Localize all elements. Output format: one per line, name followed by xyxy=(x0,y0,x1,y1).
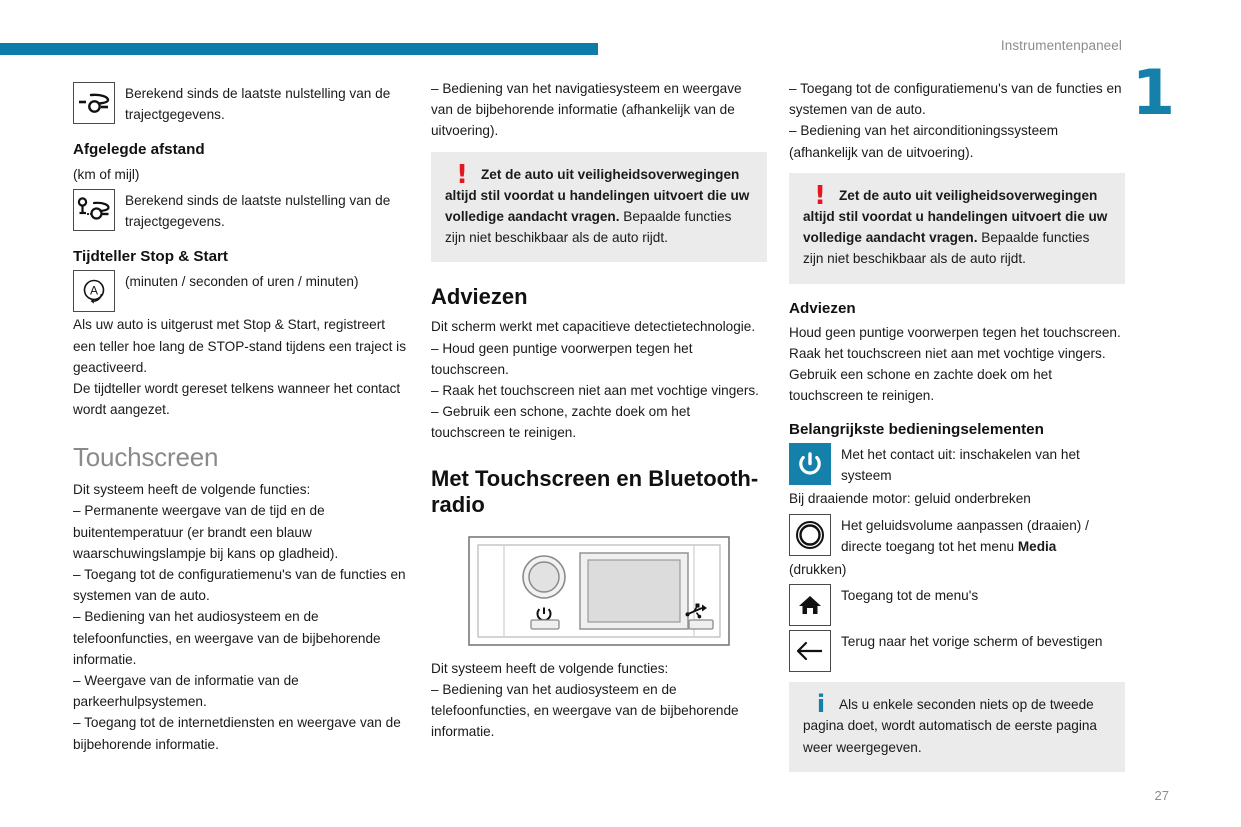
control-text-volume-media: Media xyxy=(1017,538,1057,554)
heading-belangrijkste-bedieningselementen: Belangrijkste bedieningselementen xyxy=(789,420,1044,438)
touchscreen-bullet-5: – Toegang tot de internetdiensten en weergave van de bijbehorende informatie. xyxy=(73,715,401,752)
unit-note: (km of mijl) xyxy=(73,166,140,182)
volume-knob-icon xyxy=(789,514,831,556)
middle-bullet-nav: – Bediening van het navigatiesysteem en weergave van de bijbehorende informatie (afhankelijk van de uitvoering). xyxy=(431,81,742,139)
page-number: 27 xyxy=(1154,788,1169,803)
column-left xyxy=(73,78,409,755)
trip-distance-row xyxy=(73,82,409,125)
page-header-title: Instrumentenpaneel xyxy=(1000,38,1122,53)
adviezen-bullet-3-middle: – Gebruik een schone, zachte doek om het touchscreen te reinigen. xyxy=(431,404,691,441)
control-text-home: Toegang tot de menu's xyxy=(841,588,979,604)
trip-odometer-icon xyxy=(73,82,115,124)
middle-system-intro: Dit systeem heeft de volgende functies: xyxy=(431,660,669,676)
control-note-engine: Bij draaiende motor: geluid onderbreken xyxy=(789,491,1031,507)
touchscreen-intro: Dit systeem heeft de volgende functies: xyxy=(73,482,311,498)
adviezen-line-3-right: Gebruik een schone en zachte doek om het touchscreen te reinigen. xyxy=(789,367,1052,404)
adviezen-line-2-right: Raak het touchscreen niet aan met vochtige vingers. xyxy=(789,346,1106,362)
heading-touchscreen: Touchscreen xyxy=(73,441,219,472)
header-blue-rule xyxy=(0,43,598,55)
warning-callout-middle xyxy=(431,152,767,263)
control-text-back: Terug naar het vorige scherm of bevestigen xyxy=(841,634,1103,650)
middle-system-bullet-1: – Bediening van het audiosysteem en de telefoonfuncties, en weergave van de bijbehorende informatie. xyxy=(431,681,739,740)
touchscreen-bullet-1: – Permanente weergave van de tijd en de buitentemperatuur (er brandt een blauw waarschuwingslampje bij kans op gladheid). xyxy=(73,503,339,561)
adviezen-bullet-1-middle: – Houd geen puntige voorwerpen tegen het touchscreen. xyxy=(431,340,693,377)
touchscreen-bullet-4: – Weergave van de informatie van de parkeerhulpsystemen. xyxy=(73,672,299,710)
warning-bold-text-right: Zet de auto uit veiligheidsoverwegingen altijd stil voordat u handelingen uitvoert die uw volledige aandacht vragen. xyxy=(803,187,1108,246)
svg-text:A: A xyxy=(89,283,99,298)
heading-tijdteller: Tijdteller Stop & Start xyxy=(73,248,228,266)
warning-normal-text-right: Bepaalde functies zijn niet beschikbaar als de auto rijdt. xyxy=(803,230,1090,267)
power-icon xyxy=(789,443,831,485)
control-row-back xyxy=(789,630,1125,672)
column-right xyxy=(789,78,1125,772)
tijdteller-paragraph-2: De tijdteller wordt gereset telkens wanneer het contact wordt aangezet. xyxy=(73,381,401,418)
control-text-volume-before: Het geluidsvolume aanpassen (draaien) / directe toegang tot het menu xyxy=(841,517,1089,554)
warning-normal-text-middle: Bepaalde functies zijn niet beschikbaar als de auto rijdt. xyxy=(445,209,732,246)
adviezen-intro-middle: Dit scherm werkt met capacitieve detectietechnologie. xyxy=(431,319,756,335)
stop-start-a-icon xyxy=(73,270,115,312)
right-bullet-1: – Toegang tot de configuratiemenu's van de functies en systemen van de auto. xyxy=(789,81,1122,118)
right-bullet-2: – Bediening van het airconditioningssysteem (afhankelijk van de uitvoering). xyxy=(789,123,1059,160)
control-text-volume xyxy=(841,514,1125,557)
total-distance-row xyxy=(73,189,409,232)
adviezen-bullet-2-middle: – Raak het touchscreen niet aan met vochtige vingers. xyxy=(431,382,759,398)
home-icon xyxy=(789,584,831,626)
info-callout-right xyxy=(789,682,1125,772)
warning-bold-text-middle: Zet de auto uit veiligheidsoverwegingen altijd stil voordat u handelingen uitvoert die uw volledige aandacht vragen. xyxy=(445,166,750,225)
tijdteller-units-text: (minuten / seconden of uren / minuten) xyxy=(125,274,359,290)
back-arrow-icon xyxy=(789,630,831,672)
exclamation-icon: ! xyxy=(456,159,468,190)
exclamation-icon: ! xyxy=(814,180,826,211)
heading-adviezen-right: Adviezen xyxy=(789,299,856,317)
total-distance-text: Berekend sinds de laatste nulstelling van de trajectgegevens. xyxy=(125,192,391,230)
heading-adviezen-middle: Adviezen xyxy=(431,284,528,310)
control-note-press: (drukken) xyxy=(789,561,847,577)
column-middle xyxy=(431,78,767,742)
info-icon: i xyxy=(816,690,826,719)
touchscreen-bullet-2: – Toegang tot de configuratiemenu's van de functies en systemen van de auto. xyxy=(73,566,406,604)
trip-distance-text: Berekend sinds de laatste nulstelling van de trajectgegevens. xyxy=(125,86,391,123)
chapter-number: 1 xyxy=(1131,56,1175,129)
warning-callout-right xyxy=(789,173,1125,284)
info-bold-text: Als u enkele seconden niets op de tweede pagina doet, wordt automatisch de eerste xyxy=(803,697,1094,734)
heading-met-touchscreen: Met Touchscreen en Bluetooth-radio xyxy=(431,465,759,517)
touchscreen-bullet-3: – Bediening van het audiosysteem en de telefoonfuncties, en weergave van de bijbehorende informatie. xyxy=(73,609,381,667)
total-odometer-icon xyxy=(73,189,115,231)
adviezen-line-1-right: Houd geen puntige voorwerpen tegen het touchscreen. xyxy=(789,324,1121,340)
control-row-power xyxy=(789,443,1125,486)
control-text-power: Met het contact uit: inschakelen van het systeem xyxy=(841,446,1080,484)
tijdteller-row xyxy=(73,270,409,312)
radio-front-panel-illustration xyxy=(431,536,767,646)
control-row-volume xyxy=(789,514,1125,557)
info-normal-text: pagina weer weergegeven. xyxy=(803,718,1097,755)
heading-afgelegde-afstand: Afgelegde afstand xyxy=(73,141,205,159)
tijdteller-paragraph-1: Als uw auto is uitgerust met Stop & Start, registreert een teller hoe lang de STOP-stand tijdens een traject is geactiveerd. xyxy=(73,317,406,375)
control-row-home xyxy=(789,584,1125,626)
